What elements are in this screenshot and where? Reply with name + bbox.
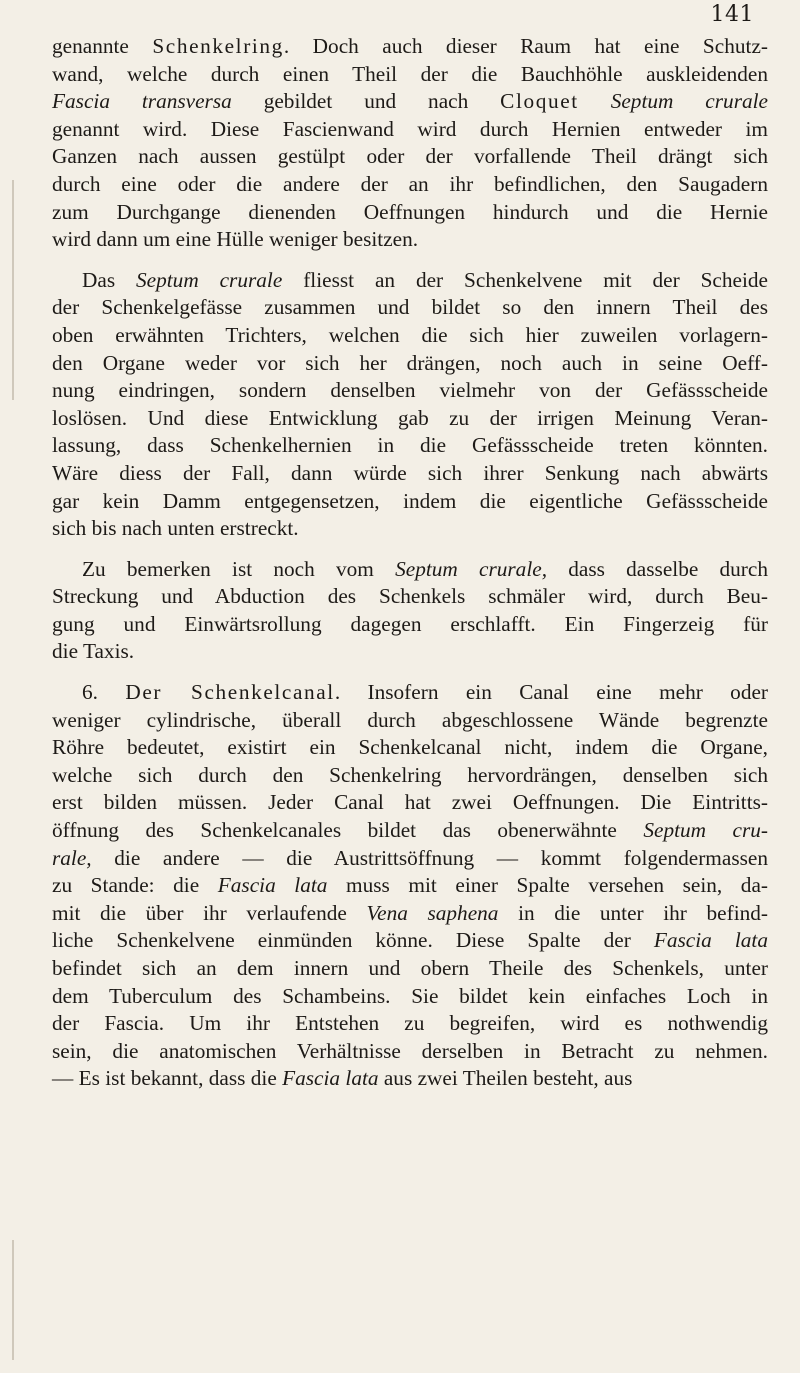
text-run: . Doch auch dieser Raum hat eine Schutz-: [283, 34, 768, 58]
text-line: [52, 88, 768, 116]
text-line: [52, 488, 768, 516]
text-line: [52, 583, 768, 611]
text-run: weniger cylindrische, überall durch abgeschlossene Wände begrenzte: [52, 707, 768, 732]
text-run: welche sich durch den Schenkelring hervordrängen, denselben sich: [52, 762, 768, 787]
text-run: liche Schenkelvene einmünden könne. Diese Spalte der: [52, 928, 654, 953]
text-run: aus zwei Theilen besteht, aus: [378, 1066, 633, 1091]
text-run: muss mit einer Spalte versehen sein, da-: [327, 873, 768, 898]
text-run: fliesst an der Schenkelvene mit der Scheide: [282, 267, 768, 292]
text-line: [52, 900, 768, 928]
spaced-term: Cloquet: [500, 89, 579, 114]
page-edge-shadow: [12, 1240, 14, 1360]
text-line: [52, 405, 768, 433]
spaced-term: Der Schenkelcanal: [125, 680, 335, 705]
text-line: [52, 611, 768, 639]
text-run: wand, welche durch einen Theil der die Bauchhöhle auskleidenden: [52, 61, 768, 86]
spaced-term: Schenkelring: [152, 34, 284, 58]
paragraph: [52, 33, 768, 254]
text-run: den Organe weder vor sich her drängen, noch auch in seine Oeff-: [52, 350, 768, 375]
text-line: [52, 707, 768, 735]
text-run: genannte: [52, 34, 153, 58]
text-run: befindet sich an dem innern und obern Theile des Schenkels, unter: [52, 956, 768, 980]
text-run: sein, die anatomischen Verhältnisse derselben in Betracht zu nehmen.: [52, 1038, 768, 1063]
text-run: [579, 89, 611, 113]
text-run: gung und Einwärtsrollung dagegen erschlafft. Ein Fingerzeig für: [52, 611, 768, 636]
text-line: [52, 556, 768, 584]
text-line: [52, 762, 768, 790]
text-line: [52, 61, 768, 89]
italic-term: Septum crurale,: [395, 556, 548, 581]
text-run: genannt wird. Diese Fascienwand wird durch Hernien entweder im: [52, 116, 768, 141]
text-line: [52, 33, 768, 61]
text-run: der Schenkelgefässe zusammen und bildet so den innern Theil des: [52, 295, 768, 320]
italic-term: Fascia transversa: [52, 89, 232, 114]
italic-term: rale,: [52, 845, 92, 870]
italic-term: Septum cru-: [643, 818, 769, 843]
text-line: [52, 955, 768, 983]
text-run: gebildet und nach: [231, 89, 501, 114]
text-line: [52, 350, 768, 378]
text-line: [52, 872, 768, 900]
text-line: [52, 294, 768, 322]
text-line: [52, 1010, 768, 1038]
text-run: Röhre bedeutet, existirt ein Schenkelcanal nicht, indem die Organe,: [52, 735, 768, 760]
text-run: öffnung des Schenkelcanales bildet das obenerwähnte: [52, 818, 644, 843]
text-run: Zu bemerken ist noch vom: [82, 556, 396, 581]
text-line: [52, 638, 768, 666]
text-line: [52, 817, 768, 845]
text-line: [52, 734, 768, 762]
paragraph: [52, 556, 768, 666]
text-run: — Es ist bekannt, dass die: [52, 1066, 283, 1091]
text-run: 6.: [82, 680, 126, 705]
italic-term: Fascia lata: [217, 873, 328, 898]
paragraph: [52, 679, 768, 1093]
italic-term: Fascia lata: [282, 1066, 379, 1091]
text-line: [52, 377, 768, 405]
paragraph: [52, 267, 768, 543]
body-text: [52, 33, 768, 1093]
page-edge-shadow: [12, 180, 14, 400]
text-run: zu Stande: die: [52, 873, 218, 898]
text-run: der Fascia. Um ihr Entstehen zu begreifen, wird es nothwendig: [52, 1011, 768, 1036]
text-run: in die unter ihr befind-: [498, 900, 769, 925]
text-line: [52, 515, 768, 543]
text-line: [52, 845, 768, 873]
text-run: durch eine oder die andere der an ihr befindlichen, den Saugadern: [52, 171, 768, 196]
text-run: Wäre diess der Fall, dann würde sich ihrer Senkung nach abwärts: [52, 460, 768, 485]
text-run: zum Durchgange dienenden Oeffnungen hindurch und die Hernie: [52, 199, 768, 224]
paragraph-gap: [52, 543, 768, 556]
text-run: Das: [82, 267, 137, 292]
text-run: die andere — die Austrittsöffnung — kommt folgendermassen: [91, 845, 768, 870]
text-line: [52, 927, 768, 955]
text-line: [52, 199, 768, 227]
text-run: sich bis nach unten erstreckt.: [52, 516, 299, 541]
text-run: erst bilden müssen. Jeder Canal hat zwei Oeffnungen. Die Eintritts-: [52, 790, 768, 815]
text-line: [52, 171, 768, 199]
italic-term: Fascia lata: [653, 928, 768, 953]
paragraph-gap: [52, 254, 768, 267]
text-run: die Taxis.: [52, 639, 135, 664]
text-run: dass dasselbe durch: [547, 556, 768, 581]
text-run: nung eindringen, sondern denselben vielmehr von der Gefässscheide: [52, 378, 768, 403]
text-line: [52, 143, 768, 171]
text-line: [52, 322, 768, 350]
text-run: wird dann um eine Hülle weniger besitzen.: [52, 227, 419, 252]
page-number: 141: [710, 2, 754, 27]
text-run: Ganzen nach aussen gestülpt oder der vorfallende Theil drängt sich: [52, 144, 768, 169]
italic-term: Vena saphena: [366, 900, 499, 925]
paragraph-gap: [52, 666, 768, 679]
text-run: . Insofern ein Canal eine mehr oder: [334, 680, 769, 705]
text-run: oben erwähnten Trichters, welchen die sich hier zuweilen vorlagern-: [52, 322, 768, 347]
text-line: [52, 1065, 768, 1093]
text-run: loslösen. Und diese Entwicklung gab zu der irrigen Meinung Veran-: [52, 405, 768, 430]
text-line: [52, 789, 768, 817]
text-line: [52, 116, 768, 144]
italic-term: Septum crurale: [136, 267, 283, 292]
text-run: lassung, dass Schenkelhernien in die Gefässscheide treten könnten.: [52, 433, 768, 458]
text-line: [52, 226, 768, 254]
text-run: dem Tuberculum des Schambeins. Sie bildet kein einfaches Loch in: [52, 983, 768, 1008]
text-line: [52, 267, 768, 295]
text-line: [52, 679, 768, 707]
text-run: gar kein Damm entgegensetzen, indem die eigentliche Gefässscheide: [52, 488, 768, 513]
text-line: [52, 983, 768, 1011]
text-line: [52, 460, 768, 488]
text-line: [52, 432, 768, 460]
text-line: [52, 1038, 768, 1066]
text-run: mit die über ihr verlaufende: [52, 900, 367, 925]
text-run: Streckung und Abduction des Schenkels schmäler wird, durch Beu-: [52, 584, 768, 609]
italic-term: Septum crurale: [610, 89, 768, 114]
